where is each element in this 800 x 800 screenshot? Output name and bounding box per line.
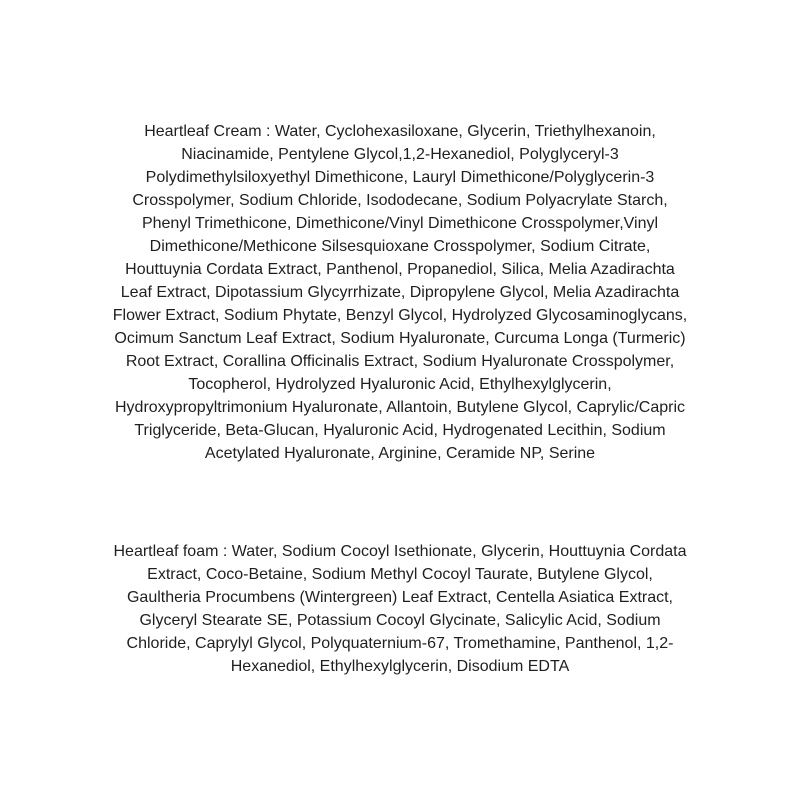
cream-ingredient-line: Triglyceride, Beta-Glucan, Hyaluronic Acid, Hydrogenated Lecithin, Sodium [134, 422, 666, 439]
cream-ingredient-line: Ocimum Sanctum Leaf Extract, Sodium Hyaluronate, Curcuma Longa (Turmeric) [114, 330, 686, 347]
cream-ingredient-line: Polydimethylsiloxyethyl Dimethicone, Lauryl Dimethicone/Polyglycerin-3 [145, 169, 655, 186]
heartleaf-foam-ingredients [70, 540, 730, 678]
foam-ingredient-line: Heartleaf foam : Water, Sodium Cocoyl Isethionate, Glycerin, Houttuynia Cordata [113, 543, 687, 560]
cream-ingredient-line: Crosspolymer, Sodium Chloride, Isododecane, Sodium Polyacrylate Starch, [132, 192, 668, 209]
cream-ingredient-line: Root Extract, Corallina Officinalis Extract, Sodium Hyaluronate Crosspolymer, [125, 353, 675, 370]
foam-ingredient-line: Glyceryl Stearate SE, Potassium Cocoyl Glycinate, Salicylic Acid, Sodium [139, 612, 661, 629]
foam-ingredient-line: Chloride, Caprylyl Glycol, Polyquaternium-67, Tromethamine, Panthenol, 1,2- [126, 635, 674, 652]
cream-ingredient-line: Tocopherol, Hydrolyzed Hyaluronic Acid, Ethylhexylglycerin, [188, 376, 612, 393]
cream-ingredient-line: Flower Extract, Sodium Phytate, Benzyl Glycol, Hydrolyzed Glycosaminoglycans, [112, 307, 688, 324]
cream-ingredient-line: Dimethicone/Methicone Silsesquioxane Crosspolymer, Sodium Citrate, [149, 238, 651, 255]
cream-ingredient-line: Acetylated Hyaluronate, Arginine, Ceramide NP, Serine [204, 445, 596, 462]
cream-ingredient-line: Hydroxypropyltrimonium Hyaluronate, Allantoin, Butylene Glycol, Caprylic/Capric [114, 399, 685, 416]
cream-ingredient-line: Niacinamide, Pentylene Glycol,1,2-Hexanediol, Polyglyceryl-3 [181, 146, 619, 163]
cream-ingredient-line: Phenyl Trimethicone, Dimethicone/Vinyl Dimethicone Crosspolymer,Vinyl [141, 215, 659, 232]
cream-ingredient-line: Heartleaf Cream : Water, Cyclohexasiloxane, Glycerin, Triethylhexanoin, [144, 123, 656, 140]
heartleaf-cream-ingredients [70, 120, 730, 465]
foam-ingredient-line: Gaultheria Procumbens (Wintergreen) Leaf Extract, Centella Asiatica Extract, [126, 589, 673, 606]
foam-ingredient-line: Hexanediol, Ethylhexylglycerin, Disodium EDTA [230, 658, 570, 675]
foam-ingredient-line: Extract, Coco-Betaine, Sodium Methyl Cocoyl Taurate, Butylene Glycol, [147, 566, 653, 583]
cream-ingredient-line: Leaf Extract, Dipotassium Glycyrrhizate, Dipropylene Glycol, Melia Azadirachta [120, 284, 680, 301]
cream-ingredient-line: Houttuynia Cordata Extract, Panthenol, Propanediol, Silica, Melia Azadirachta [125, 261, 675, 278]
